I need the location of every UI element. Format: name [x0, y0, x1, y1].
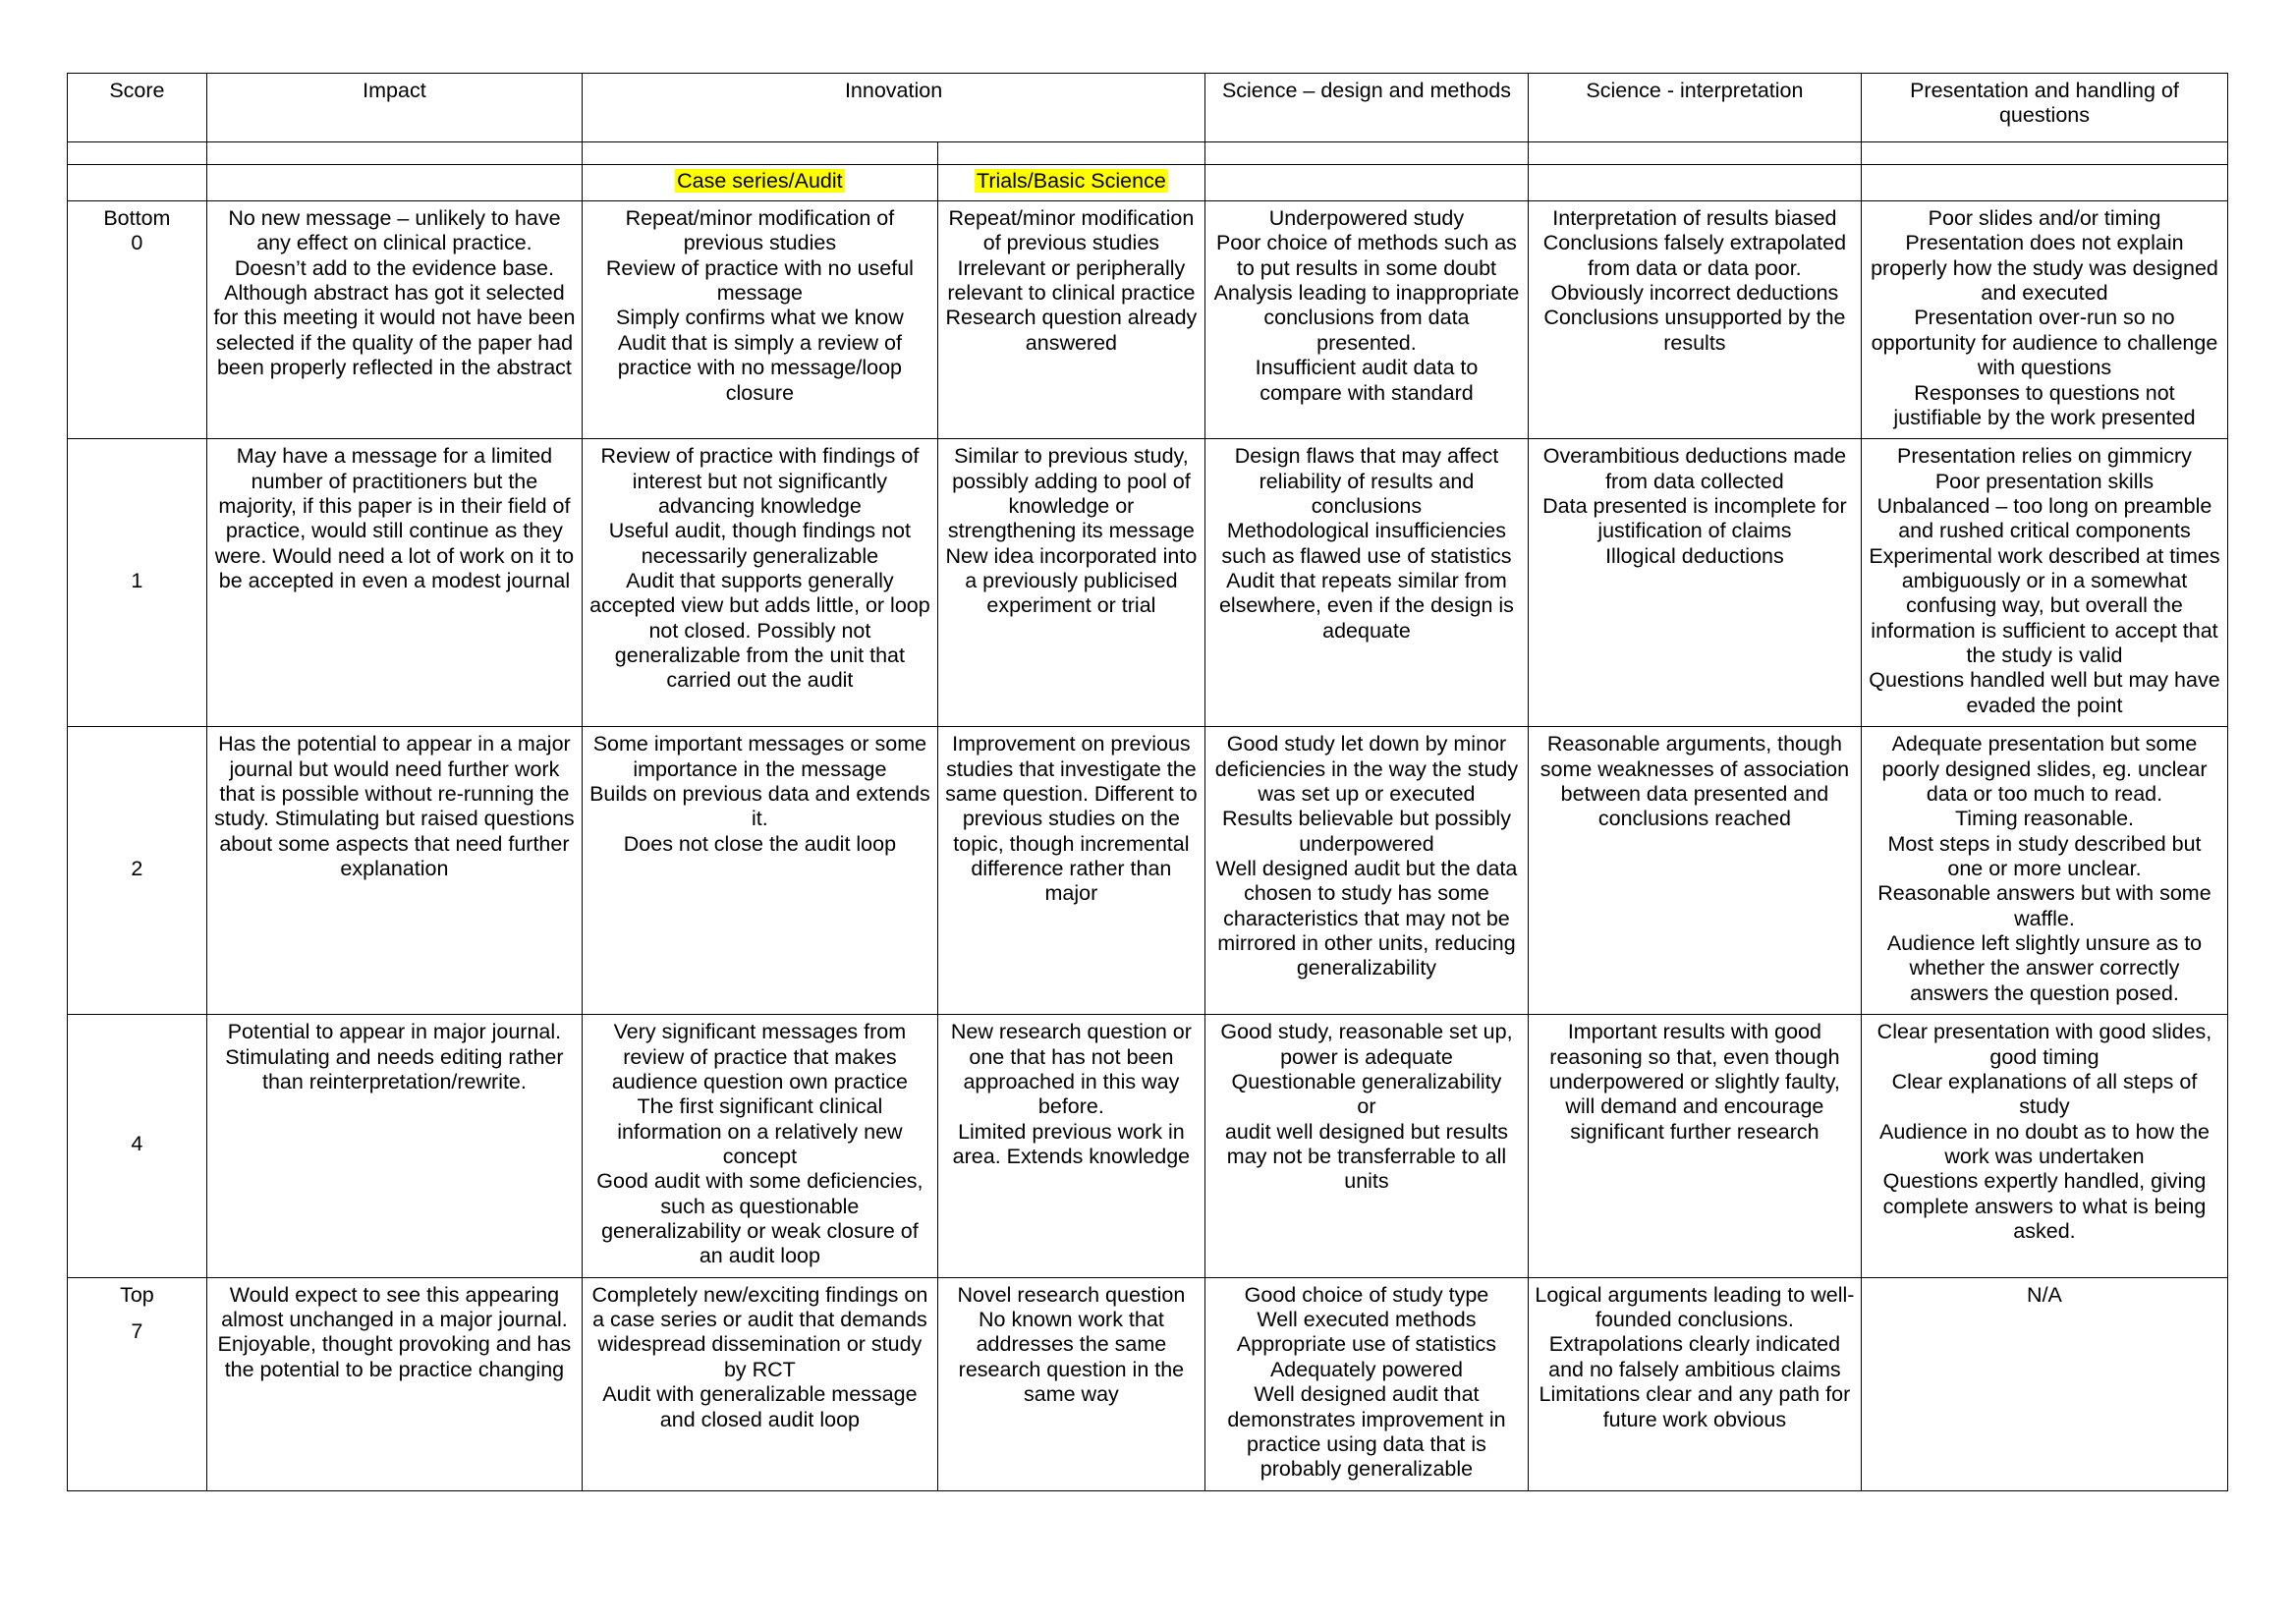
cell-science-interpretation — [1528, 1277, 1861, 1490]
cell-science-design — [1205, 439, 1529, 727]
cell-text-line: Insufficient audit data to compare with standard — [1255, 356, 1479, 405]
cell-text-line: Adequately powered — [1269, 1357, 1463, 1381]
cell-text-line: Questions expertly handled, giving complete answers to what is being asked. — [1882, 1169, 2207, 1244]
column-header-score: Score — [68, 74, 207, 142]
score-cell — [68, 1277, 207, 1490]
cell-text-line: Completely new/exciting findings on a case series or audit that demands widespread dissemination or study by RCT — [591, 1282, 928, 1381]
cell-text-line: Well designed audit but the data chosen to study has some characteristics that may not be mirrored in other units, reducing generalizability — [1215, 856, 1518, 980]
spacer-cell-innovation-b — [937, 142, 1204, 165]
cell-text-line: Good study let down by minor deficiencies in the way the study was set up or executed — [1214, 732, 1519, 806]
cell-text-line: Review of practice with findings of interest but not significantly advancing knowledge — [600, 444, 920, 518]
highlight-case-series-audit: Case series/Audit — [677, 169, 843, 194]
table-row — [68, 727, 2228, 1015]
cell-text-line: Good study, reasonable set up, power is adequate — [1220, 1020, 1513, 1069]
cell-text-line: Overambitious deductions made from data collected — [1542, 444, 1847, 493]
cell-text-line: Obviously incorrect deductions — [1550, 281, 1839, 306]
cell-science-interpretation: Reasonable arguments, though some weaknesses of association between data presented and conclusions reached — [1528, 727, 1861, 1015]
cell-science-interpretation — [1528, 201, 1861, 439]
cell-text-line: Experimental work described at times ambiguously or in a somewhat confusing way, but overall the information is sufficient to accept that the study is valid — [1869, 543, 2220, 668]
cell-text-line: Novel research question — [957, 1282, 1186, 1307]
cell-text-line: or — [1357, 1094, 1376, 1119]
cell-text-line: Appropriate use of statistics — [1236, 1332, 1496, 1357]
column-header-science-interpretation: Science - interpretation — [1528, 74, 1861, 142]
cell-innovation-trials — [937, 201, 1204, 439]
cell-text-line: Good choice of study type — [1244, 1282, 1489, 1307]
table-row — [68, 1015, 2228, 1278]
cell-text-line: Presentation over-run so no opportunity for audience to challenge with questions — [1871, 306, 2218, 380]
cell-text-line: Audit with generalizable message and closed audit loop — [602, 1382, 918, 1431]
spacer-cell-presentation — [1861, 142, 2227, 165]
cell-text-line: Conclusions unsupported by the results — [1543, 306, 1846, 355]
cell-text-line: Methodological insufficiencies such as flawed use of statistics — [1221, 519, 1512, 568]
cell-text-line: Presentation does not explain properly how the study was designed and executed — [1871, 231, 2218, 306]
cell-text-line: Poor choice of methods such as to put results in some doubt — [1215, 231, 1517, 280]
cell-innovation-case-series — [583, 439, 938, 727]
cell-text-line: New idea incorporated into a previously publicised experiment or trial — [945, 543, 1198, 618]
cell-science-design — [1205, 727, 1529, 1015]
spacer-cell-impact — [206, 142, 582, 165]
scoring-rubric-table — [67, 73, 2228, 1491]
cell-text-line: Clear explanations of all steps of study — [1891, 1069, 2198, 1119]
subheader-cell-science-design — [1205, 165, 1529, 201]
cell-presentation — [1861, 727, 2227, 1015]
cell-text-line: Most steps in study described but one or more unclear. — [1887, 831, 2202, 880]
cell-presentation: N/A — [1861, 1277, 2227, 1490]
cell-science-design — [1205, 201, 1529, 439]
cell-impact — [206, 201, 582, 439]
cell-science-interpretation: Important results with good reasoning so that, even though underpowered or slightly faulty, will demand and encourage significant further research — [1528, 1015, 1861, 1278]
score-value: 7 — [131, 1318, 143, 1343]
cell-innovation-case-series — [583, 727, 938, 1015]
score-cell — [68, 439, 207, 727]
cell-text-line: Irrelevant or peripherally relevant to clinical practice — [947, 255, 1196, 306]
spacer-cell-science-interpretation — [1528, 142, 1861, 165]
score-value: 4 — [131, 1132, 143, 1156]
cell-text-line: Presentation relies on gimmicry — [1897, 444, 2192, 469]
cell-text-line: Conclusions falsely extrapolated from data or data poor. — [1542, 231, 1847, 280]
table-row — [68, 1277, 2228, 1490]
cell-text-line: Builds on previous data and extends it. — [589, 781, 930, 831]
cell-text-line: Audience left slightly unsure as to whether the answer correctly answers the question posed. — [1886, 931, 2203, 1005]
cell-impact: May have a message for a limited number of practitioners but the majority, if this paper is in their field of practice, would still continue as they were. Would need a lot of work on it to be accepted in even a modest journal — [206, 439, 582, 727]
subheader-cell-impact — [206, 165, 582, 201]
column-header-impact: Impact — [206, 74, 582, 142]
cell-text-line: Limitations clear and any path for future work obvious — [1539, 1382, 1851, 1431]
cell-text-line: Repeat/minor modification of previous studies — [625, 206, 895, 255]
cell-text-line: Extrapolations clearly indicated and no falsely ambitious claims — [1548, 1332, 1841, 1381]
cell-science-design — [1205, 1277, 1529, 1490]
cell-text-line: Review of practice with no useful message — [605, 255, 914, 306]
cell-text-line: Doesn’t add to the evidence base. — [234, 255, 554, 280]
score-value: 2 — [131, 856, 143, 880]
cell-text-line: Data presented is incomplete for justification of claims — [1542, 493, 1847, 543]
score-label: Bottom — [103, 206, 171, 230]
column-header-science-design-methods: Science – design and methods — [1205, 74, 1529, 142]
cell-text-line: The first significant clinical information on a relatively new concept — [617, 1094, 903, 1168]
cell-text-line: Although abstract has got it selected for this meeting it would not have been selected if the quality of the paper had been properly reflected in the abstract — [213, 281, 576, 380]
score-cell — [68, 1015, 207, 1278]
cell-text-line: Audience in no doubt as to how the work was undertaken — [1879, 1119, 2210, 1168]
cell-text-line: Timing reasonable. — [1954, 807, 2134, 831]
highlight-trials-basic-science: Trials/Basic Science — [977, 169, 1166, 194]
cell-text-line: Good audit with some deficiencies, such as questionable generalizability or weak closure of an audit loop — [596, 1169, 924, 1268]
cell-text-line: Simply confirms what we know — [616, 306, 904, 330]
cell-text-line: Some important messages or some importance in the message — [592, 732, 927, 781]
cell-text-line: Repeat/minor modification of previous studies — [948, 206, 1195, 255]
cell-text-line: Clear presentation with good slides, good timing — [1876, 1020, 2212, 1069]
cell-text-line: Useful audit, though findings not necessarily generalizable — [608, 519, 911, 568]
cell-text-line: Logical arguments leading to well-founded conclusions. — [1535, 1282, 1855, 1332]
cell-innovation-case-series — [583, 201, 938, 439]
cell-text-line: Unbalanced – too long on preamble and rushed critical components — [1876, 493, 2212, 543]
cell-science-interpretation — [1528, 439, 1861, 727]
cell-text-line: Does not close the audit loop — [623, 831, 897, 856]
score-cell — [68, 727, 207, 1015]
cell-impact: Potential to appear in major journal. Stimulating and needs editing rather than reinterpretation/rewrite. — [206, 1015, 582, 1278]
cell-presentation — [1861, 201, 2227, 439]
score-label: Top — [120, 1282, 154, 1307]
cell-text-line: Audit that is simply a review of practice with no message/loop closure — [617, 330, 902, 405]
subheader-row — [68, 165, 2228, 201]
cell-text-line: Underpowered study — [1268, 206, 1465, 230]
cell-text-line: Poor slides and/or timing — [1928, 206, 2161, 230]
cell-text-line: Research question already answered — [945, 306, 1198, 355]
cell-impact: Would expect to see this appearing almost unchanged in a major journal. Enjoyable, thought provoking and has the potential to be practice changing — [206, 1277, 582, 1490]
subheader-cell-presentation — [1861, 165, 2227, 201]
cell-text-line: Analysis leading to inappropriate conclusions from data presented. — [1213, 281, 1520, 355]
cell-text-line: Audit that repeats similar from elsewhere, even if the design is adequate — [1218, 569, 1514, 643]
cell-text-line: Adequate presentation but some poorly designed slides, eg. unclear data or too much to read. — [1881, 732, 2208, 806]
cell-text-line: audit well designed but results may not be transferrable to all units — [1224, 1119, 1508, 1194]
cell-presentation — [1861, 1015, 2227, 1278]
spacer-cell-science-design — [1205, 142, 1529, 165]
cell-text-line: New research question or one that has not been approached in this way before. — [950, 1020, 1192, 1119]
column-header-innovation: Innovation — [583, 74, 1205, 142]
cell-text-line: Results believable but possibly underpowered — [1221, 807, 1511, 856]
cell-text-line: Very significant messages from review of practice that makes audience question own practice — [611, 1020, 908, 1093]
score-cell — [68, 201, 207, 439]
cell-impact: Has the potential to appear in a major journal but would need further work that is possible without re-running the study. Stimulating but raised questions about some aspects that need further explanation — [206, 727, 582, 1015]
cell-presentation — [1861, 439, 2227, 727]
cell-text-line: Well designed audit that demonstrates improvement in practice using data that is probably generalizable — [1227, 1382, 1506, 1482]
cell-innovation-trials — [937, 1015, 1204, 1278]
cell-text-line: Design flaws that may affect reliability of results and conclusions — [1234, 444, 1499, 518]
subheader-innovation-trials — [937, 165, 1204, 201]
spacer-row — [68, 142, 2228, 165]
cell-text-line: Questionable generalizability — [1231, 1069, 1502, 1093]
table-body — [68, 142, 2228, 1491]
table-row — [68, 201, 2228, 439]
cell-text-line: Limited previous work in area. Extends knowledge — [952, 1119, 1191, 1168]
score-value: 0 — [131, 231, 143, 255]
cell-text-line: Responses to questions not justifiable by the work presented — [1893, 380, 2196, 429]
subheader-cell-science-interpretation — [1528, 165, 1861, 201]
cell-text-line: Questions handled well but may have evaded the point — [1869, 668, 2220, 717]
cell-science-design — [1205, 1015, 1529, 1278]
cell-text-line: Illogical deductions — [1605, 543, 1784, 568]
table-row — [68, 439, 2228, 727]
cell-text-line: Similar to previous study, possibly adding to pool of knowledge or strengthening its message — [947, 444, 1195, 543]
cell-text-line: Interpretation of results biased — [1552, 206, 1837, 230]
cell-text-line: Poor presentation skills — [1934, 469, 2155, 493]
spacer-cell-score — [68, 142, 207, 165]
cell-innovation-trials: Improvement on previous studies that investigate the same question. Different to previous studies on the topic, though incremental difference rather than major — [937, 727, 1204, 1015]
header-row — [68, 74, 2228, 142]
score-value: 1 — [131, 569, 143, 593]
cell-text-line: No known work that addresses the same research question in the same way — [958, 1308, 1185, 1407]
column-header-presentation-questions: Presentation and handling of questions — [1861, 74, 2227, 142]
score-gap — [74, 1308, 200, 1319]
cell-innovation-trials — [937, 439, 1204, 727]
spacer-cell-innovation-a — [583, 142, 938, 165]
cell-text-line: Audit that supports generally accepted view but adds little, or loop not closed. Possibly not generalizable from the unit that carried out the audit — [589, 569, 930, 693]
cell-innovation-case-series — [583, 1015, 938, 1278]
cell-text-line: No new message – unlikely to have any effect on clinical practice. — [228, 206, 561, 255]
cell-text-line: Well executed methods — [1257, 1308, 1477, 1332]
subheader-cell-score — [68, 165, 207, 201]
subheader-innovation-case-series — [583, 165, 938, 201]
table-header — [68, 74, 2228, 142]
cell-innovation-case-series — [583, 1277, 938, 1490]
cell-innovation-trials — [937, 1277, 1204, 1490]
cell-text-line: Reasonable answers but with some waffle. — [1877, 881, 2211, 930]
